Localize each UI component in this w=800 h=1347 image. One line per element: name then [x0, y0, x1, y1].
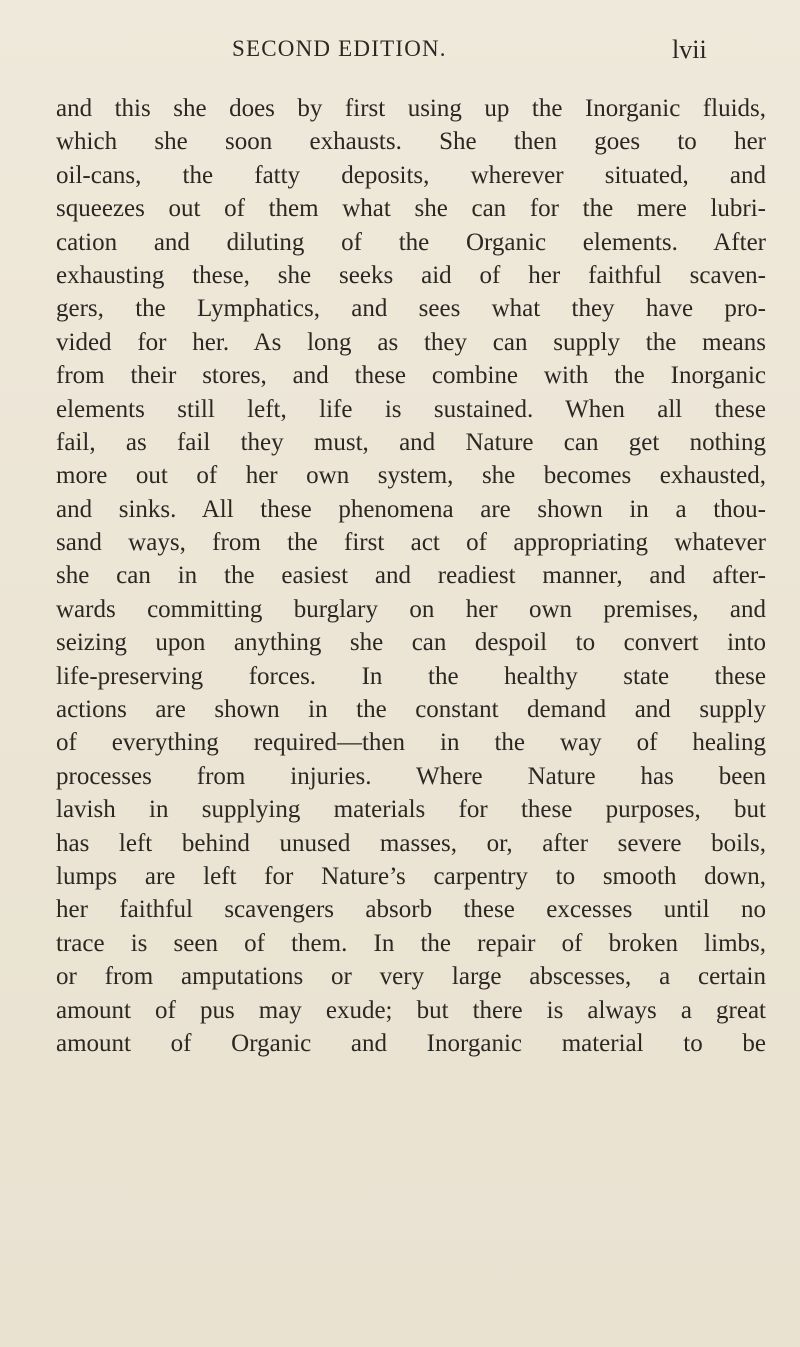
page-number: lvii [672, 35, 707, 64]
text-line: seizing upon anything she can despoil to convert into [56, 629, 766, 657]
text-line: sand ways, from the first act of appropriating whatever [56, 529, 766, 557]
text-line: lavish in supplying materials for these purposes, but [56, 796, 766, 824]
text-line: actions are shown in the constant demand and supply [56, 696, 766, 724]
text-line: and sinks. All these phenomena are shown in a thou- [56, 495, 766, 523]
text-line: which she soon exhausts. She then goes to her [56, 128, 766, 156]
text-line: exhausting these, she seeks aid of her faithful scaven- [56, 261, 766, 289]
text-line: elements still left, life is sustained. When all these [56, 395, 766, 423]
text-line: trace is seen of them. In the repair of broken limbs, [56, 929, 766, 957]
text-line: wards committing burglary on her own premises, and [56, 595, 766, 623]
text-line: life-preserving forces. In the healthy state these [56, 662, 766, 690]
text-line: lumps are left for Nature’s carpentry to smooth down, [56, 862, 766, 890]
text-line: vided for her. As long as they can supply the means [56, 328, 766, 356]
text-line: her faithful scavengers absorb these excesses until no [56, 896, 766, 924]
text-line: more out of her own system, she becomes exhausted, [56, 462, 766, 490]
text-line: has left behind unused masses, or, after severe boils, [56, 829, 766, 857]
text-line: cation and diluting of the Organic elements. After [56, 228, 766, 256]
body-text [56, 92, 766, 1060]
running-title: SECOND EDITION. [232, 36, 447, 61]
text-line: or from amputations or very large abscesses, a certain [56, 963, 766, 991]
text-line: gers, the Lymphatics, and sees what they have pro- [56, 295, 766, 323]
text-line: squeezes out of them what she can for the mere lubri- [56, 195, 766, 223]
text-line: oil-cans, the fatty deposits, wherever situated, and [56, 161, 766, 189]
text-line: she can in the easiest and readiest manner, and after- [56, 562, 766, 590]
text-line: and this she does by first using up the Inorganic fluids, [56, 95, 766, 122]
text-line: amount of pus may exude; but there is always a great [56, 996, 766, 1024]
text-line: from their stores, and these combine with the Inorganic [56, 362, 766, 390]
text-line: of everything required—then in the way of healing [56, 729, 766, 757]
text-line: processes from injuries. Where Nature has been [56, 762, 766, 790]
text-line: amount of Organic and Inorganic material to be [56, 1029, 766, 1057]
text-line: fail, as fail they must, and Nature can get nothing [56, 428, 766, 456]
running-head [0, 36, 800, 76]
